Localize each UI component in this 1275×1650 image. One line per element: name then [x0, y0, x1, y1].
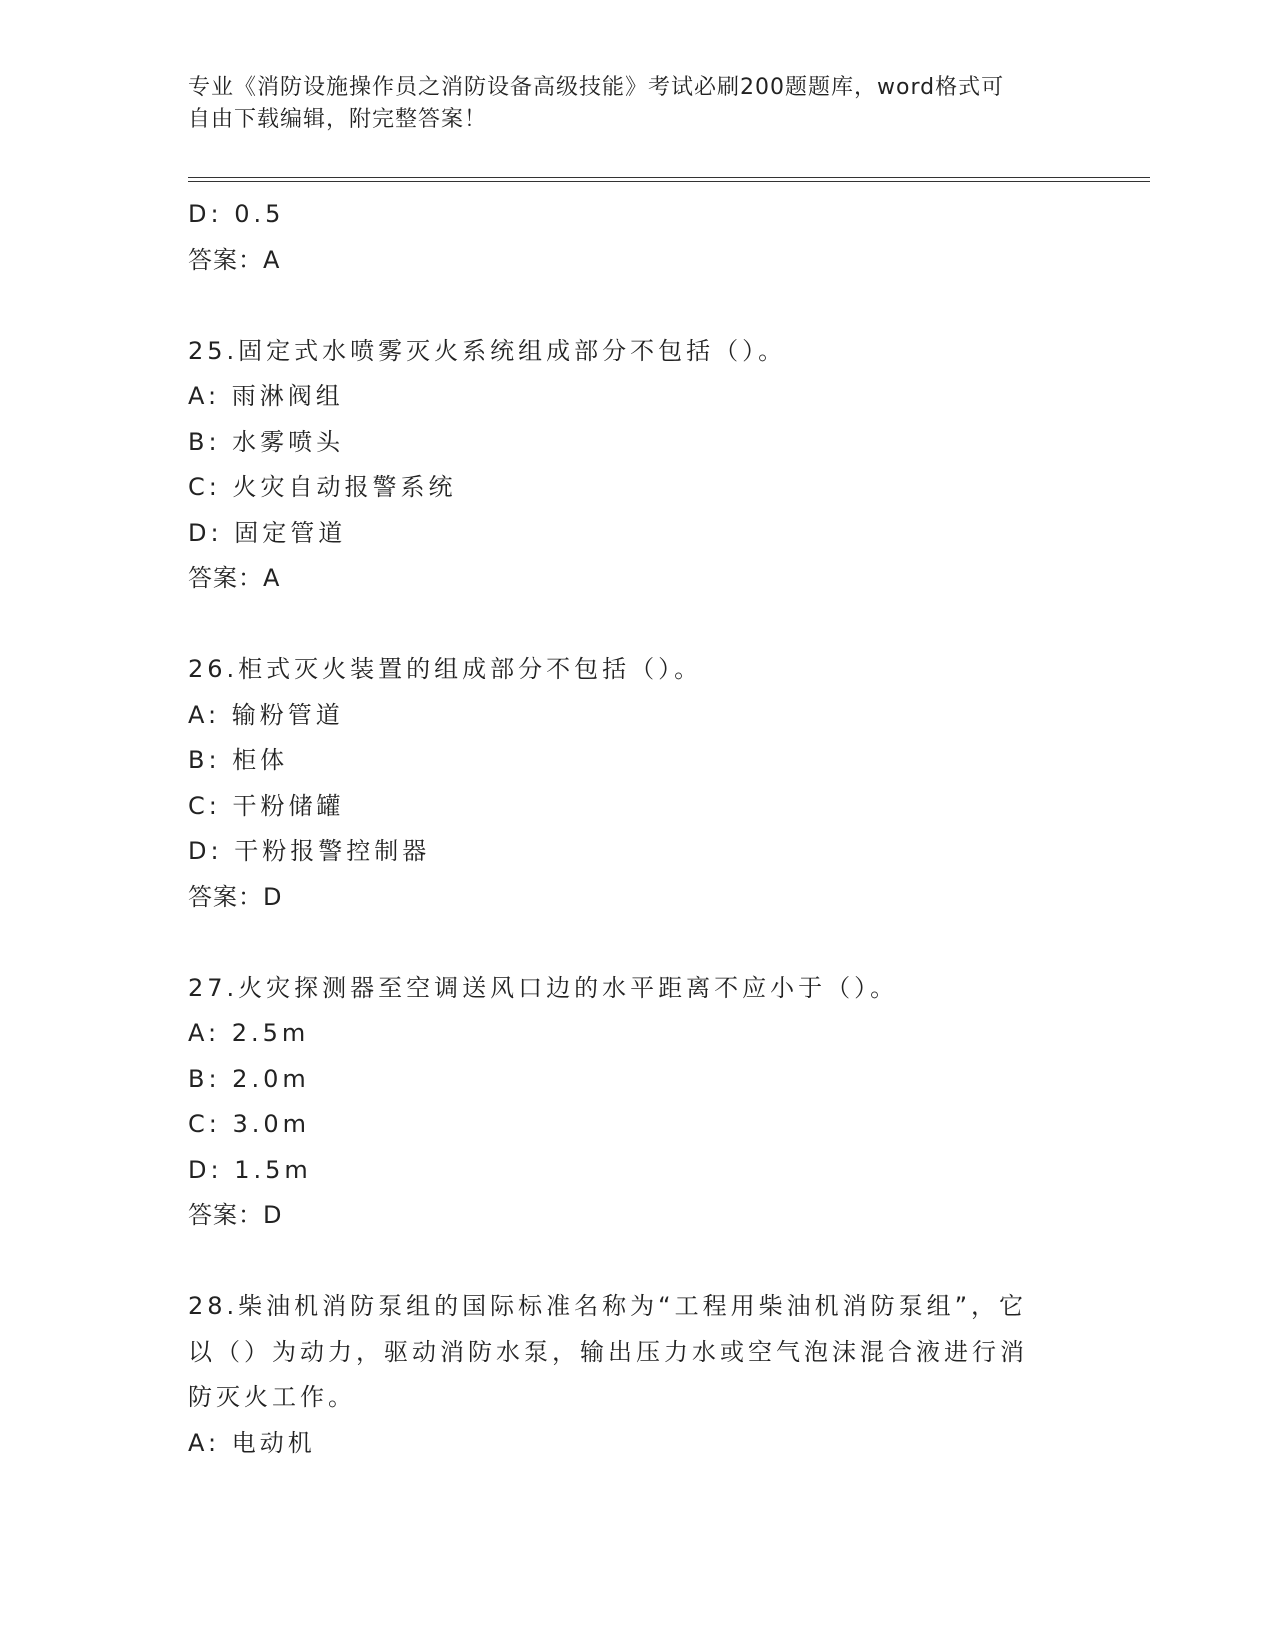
question-content: [188, 192, 1088, 1466]
spacer: [188, 283, 1088, 329]
question-stem-line-3: 防灭火工作。: [188, 1383, 356, 1411]
option-c: C: 3.0m: [188, 1110, 311, 1138]
question-stem: 26.柜式灭火装置的组成部分不包括（）。: [188, 655, 703, 683]
question-28: [188, 1284, 1088, 1466]
option-b: B: 2.0m: [188, 1064, 310, 1093]
option-d: D: 0.5: [188, 200, 285, 228]
spacer: [188, 602, 1088, 648]
answer-line: 答案：A: [188, 245, 281, 274]
header-title-line-2: 自由下载编辑，附完整答案！: [188, 107, 488, 132]
answer-line: 答案：D: [188, 882, 283, 911]
question-stem: 27.火灾探测器至空调送风口边的水平距离不应小于（）。: [188, 973, 899, 1002]
option-d: D: 固定管道: [188, 518, 347, 547]
previous-question-tail: [188, 192, 1088, 283]
question-stem: 25.固定式水喷雾灭火系统组成部分不包括（）。: [188, 336, 787, 365]
header-divider-bottom: [188, 181, 1150, 182]
spacer: [188, 1239, 1088, 1285]
option-a: A: 输粉管道: [188, 700, 344, 729]
option-b: B: 水雾喷头: [188, 427, 345, 456]
option-c: C: 干粉储罐: [188, 791, 345, 820]
option-b: B: 柜体: [188, 746, 289, 774]
answer-line: 答案：D: [188, 1201, 283, 1229]
option-a: A: 电动机: [188, 1428, 316, 1457]
question-stem-line-2: 以（）为动力，驱动消防水泵，输出压力水或空气泡沫混合液进行消: [188, 1337, 1028, 1366]
option-a: A: 2.5m: [188, 1019, 310, 1047]
question-25: [188, 329, 1088, 602]
option-d: D: 干粉报警控制器: [188, 837, 431, 865]
option-d: D: 1.5m: [188, 1155, 312, 1184]
spacer: [188, 920, 1088, 966]
page-header: [188, 72, 1088, 136]
question-stem-line-1: 28.柴油机消防泵组的国际标准名称为“工程用柴油机消防泵组”，它: [188, 1292, 1028, 1320]
header-divider-top: [188, 177, 1150, 178]
option-c: C: 火灾自动报警系统: [188, 473, 457, 501]
question-27: [188, 966, 1088, 1239]
answer-line: 答案：A: [188, 564, 281, 592]
header-title-line-1: 专业《消防设施操作员之消防设备高级技能》考试必刷200题题库，word格式可: [188, 75, 1005, 100]
option-a: A: 雨淋阀组: [188, 382, 344, 410]
question-26: [188, 647, 1088, 920]
